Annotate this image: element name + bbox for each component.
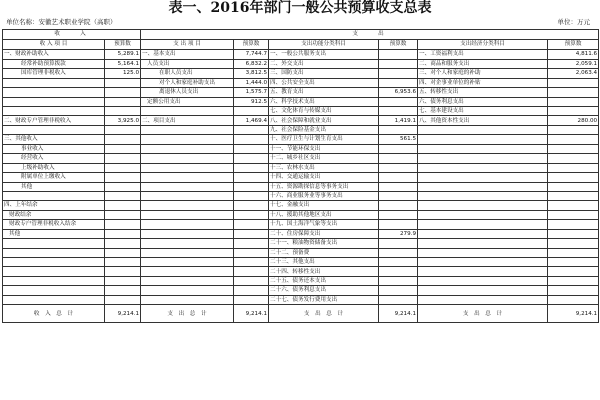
- expense-item-cell: [141, 107, 234, 116]
- table-row: [3, 88, 599, 97]
- economic-item-cell: [418, 295, 548, 304]
- economic-item-cell: [418, 276, 548, 285]
- economic-item-cell: 三、对个人和家庭的补助: [418, 69, 548, 78]
- economic-item-cell: [418, 163, 548, 172]
- expense-amount-cell: [234, 107, 269, 116]
- functional-item-cell: 二、外交支出: [269, 59, 379, 68]
- income-total-label: 收 入 总 计: [3, 305, 105, 323]
- economic-amount-cell: [548, 125, 599, 134]
- economic-item-cell: [418, 210, 548, 219]
- functional-amount-cell: [379, 267, 418, 276]
- functional-item-cell: 十九、国土海洋气象等支出: [269, 220, 379, 229]
- income-item-cell: 经营收入: [3, 154, 105, 163]
- col-expense-amount: 预算数: [234, 39, 269, 50]
- income-amount-cell: 3,925.0: [105, 116, 141, 125]
- economic-amount-cell: [548, 135, 599, 144]
- economic-total-amount: 9,214.1: [548, 305, 599, 323]
- economic-item-cell: [418, 154, 548, 163]
- economic-item-cell: [418, 239, 548, 248]
- expense-item-cell: [141, 210, 234, 219]
- economic-item-cell: [418, 173, 548, 182]
- income-item-cell: 国库管理非税收入: [3, 69, 105, 78]
- expense-amount-cell: [234, 210, 269, 219]
- economic-amount-cell: [548, 182, 599, 191]
- expense-amount-cell: [234, 182, 269, 191]
- income-amount-cell: [105, 173, 141, 182]
- expense-amount-cell: [234, 286, 269, 295]
- expense-item-cell: 人员支出: [141, 59, 234, 68]
- functional-total-label: 支 出 总 计: [269, 305, 379, 323]
- functional-amount-cell: 279.9: [379, 229, 418, 238]
- col-functional-amount: 预算数: [379, 39, 418, 50]
- economic-amount-cell: [548, 229, 599, 238]
- table-row: [3, 154, 599, 163]
- economic-item-cell: [418, 220, 548, 229]
- functional-amount-cell: [379, 191, 418, 200]
- expense-amount-cell: 1,575.7: [234, 88, 269, 97]
- expense-amount-cell: [234, 135, 269, 144]
- table-row: [3, 220, 599, 229]
- income-item-cell: [3, 258, 105, 267]
- income-item-cell: [3, 88, 105, 97]
- income-amount-cell: 125.0: [105, 69, 141, 78]
- economic-amount-cell: [548, 239, 599, 248]
- income-item-cell: 经常补助预算拨款: [3, 59, 105, 68]
- table-row: [3, 135, 599, 144]
- income-item-cell: [3, 239, 105, 248]
- income-item-cell: [3, 191, 105, 200]
- functional-total-amount: 9,214.1: [379, 305, 418, 323]
- functional-item-cell: 五、教育支出: [269, 88, 379, 97]
- functional-amount-cell: [379, 286, 418, 295]
- functional-item-cell: 十七、金融支出: [269, 201, 379, 210]
- income-amount-cell: [105, 258, 141, 267]
- income-amount-cell: [105, 97, 141, 106]
- expense-item-cell: [141, 276, 234, 285]
- economic-amount-cell: 2,063.4: [548, 69, 599, 78]
- income-item-cell: [3, 248, 105, 257]
- income-section-header: 收 入: [3, 30, 141, 40]
- income-item-cell: [3, 97, 105, 106]
- economic-item-cell: [418, 286, 548, 295]
- table-row: [3, 182, 599, 191]
- table-row: [3, 163, 599, 172]
- income-amount-cell: [105, 163, 141, 172]
- functional-item-cell: 十四、交通运输支出: [269, 173, 379, 182]
- expense-item-cell: 对个人和家庭补助支出: [141, 78, 234, 87]
- table-title: 表一、2016年部门一般公共预算收支总表: [168, 0, 432, 16]
- table-row: [3, 295, 599, 304]
- table-row: [3, 78, 599, 87]
- functional-amount-cell: [379, 173, 418, 182]
- functional-item-cell: 十二、城乡社区支出: [269, 154, 379, 163]
- functional-item-cell: 八、社会保障和就业支出: [269, 116, 379, 125]
- functional-amount-cell: 1,419.1: [379, 116, 418, 125]
- totals-row: [3, 305, 599, 323]
- expense-item-cell: [141, 191, 234, 200]
- economic-amount-cell: [548, 258, 599, 267]
- functional-item-cell: 二十二、预备费: [269, 248, 379, 257]
- economic-item-cell: 七、基本建设支出: [418, 107, 548, 116]
- economic-amount-cell: [548, 210, 599, 219]
- col-economic-amount: 预算数: [548, 39, 599, 50]
- economic-amount-cell: 4,811.6: [548, 50, 599, 59]
- income-item-cell: 财政结余: [3, 210, 105, 219]
- table-row: [3, 258, 599, 267]
- expense-item-cell: [141, 295, 234, 304]
- expense-amount-cell: [234, 239, 269, 248]
- expense-amount-cell: 1,444.0: [234, 78, 269, 87]
- economic-item-cell: [418, 135, 548, 144]
- income-amount-cell: [105, 107, 141, 116]
- functional-item-cell: 二十三、其他支出: [269, 258, 379, 267]
- expense-amount-cell: [234, 173, 269, 182]
- table-row: [3, 125, 599, 134]
- functional-amount-cell: [379, 248, 418, 257]
- economic-item-cell: [418, 229, 548, 238]
- income-total-amount: 9,214.1: [105, 305, 141, 323]
- functional-item-cell: 十五、资源勘探信息等事务支出: [269, 182, 379, 191]
- income-item-cell: 财政专户管理非税收入结余: [3, 220, 105, 229]
- functional-item-cell: 十、医疗卫生与计划生育支出: [269, 135, 379, 144]
- functional-item-cell: 九、社会保险基金支出: [269, 125, 379, 134]
- functional-item-cell: 十三、农林水支出: [269, 163, 379, 172]
- income-amount-cell: [105, 201, 141, 210]
- economic-item-cell: 四、对企事业单位的补贴: [418, 78, 548, 87]
- economic-amount-cell: 280.00: [548, 116, 599, 125]
- functional-amount-cell: [379, 210, 418, 219]
- functional-item-cell: 十六、商业服务业等事务支出: [269, 191, 379, 200]
- income-amount-cell: 5,289.1: [105, 50, 141, 59]
- expense-amount-cell: [234, 276, 269, 285]
- economic-item-cell: 二、商品和服务支出: [418, 59, 548, 68]
- economic-amount-cell: [548, 276, 599, 285]
- economic-amount-cell: [548, 163, 599, 172]
- economic-amount-cell: [548, 107, 599, 116]
- economic-item-cell: 六、债务利息支出: [418, 97, 548, 106]
- expense-amount-cell: [234, 229, 269, 238]
- table-row: [3, 248, 599, 257]
- expense-amount-cell: 6,832.2: [234, 59, 269, 68]
- income-item-cell: 附属单位上缴收入: [3, 173, 105, 182]
- functional-amount-cell: [379, 144, 418, 153]
- economic-item-cell: [418, 267, 548, 276]
- expense-item-cell: [141, 267, 234, 276]
- expense-item-cell: [141, 220, 234, 229]
- income-amount-cell: [105, 125, 141, 134]
- expense-item-cell: [141, 125, 234, 134]
- income-amount-cell: [105, 154, 141, 163]
- income-item-cell: [3, 286, 105, 295]
- expense-amount-cell: [234, 154, 269, 163]
- economic-amount-cell: [548, 88, 599, 97]
- economic-amount-cell: [548, 220, 599, 229]
- income-amount-cell: [105, 78, 141, 87]
- table-row: [3, 229, 599, 238]
- table-row: [3, 116, 599, 125]
- economic-amount-cell: [548, 191, 599, 200]
- economic-amount-cell: [548, 173, 599, 182]
- income-item-cell: 一、财政补助收入: [3, 50, 105, 59]
- income-item-cell: 二、财政专户管理非税收入: [3, 116, 105, 125]
- unit-organization: 单位名称：安徽艺术职业学院（高职）: [6, 18, 117, 26]
- income-amount-cell: [105, 210, 141, 219]
- table-row: [3, 210, 599, 219]
- expense-item-cell: 一、基本支出: [141, 50, 234, 59]
- functional-amount-cell: [379, 220, 418, 229]
- functional-amount-cell: [379, 201, 418, 210]
- income-item-cell: [3, 267, 105, 276]
- economic-item-cell: [418, 125, 548, 134]
- economic-amount-cell: [548, 295, 599, 304]
- functional-amount-cell: [379, 50, 418, 59]
- income-amount-cell: [105, 276, 141, 285]
- functional-item-cell: 三、国防支出: [269, 69, 379, 78]
- functional-item-cell: 二十四、转移性支出: [269, 267, 379, 276]
- table-row: [3, 191, 599, 200]
- economic-amount-cell: [548, 97, 599, 106]
- income-item-cell: [3, 276, 105, 285]
- functional-amount-cell: 561.5: [379, 135, 418, 144]
- functional-item-cell: 二十六、债务利息支出: [269, 286, 379, 295]
- income-amount-cell: [105, 144, 141, 153]
- income-item-cell: 事业收入: [3, 144, 105, 153]
- functional-amount-cell: [379, 97, 418, 106]
- table-row: [3, 97, 599, 106]
- expense-amount-cell: [234, 144, 269, 153]
- functional-amount-cell: [379, 69, 418, 78]
- expense-amount-cell: 1,469.4: [234, 116, 269, 125]
- income-amount-cell: [105, 182, 141, 191]
- col-income-amount: 预算数: [105, 39, 141, 50]
- income-item-cell: 其他: [3, 182, 105, 191]
- income-amount-cell: [105, 248, 141, 257]
- unit-currency: 单位：万元: [557, 18, 590, 26]
- economic-amount-cell: [548, 248, 599, 257]
- functional-item-cell: 二十七、债务发行费用支出: [269, 295, 379, 304]
- col-economic-item: 支出经济分类科目: [418, 39, 548, 50]
- income-item-cell: 其他: [3, 229, 105, 238]
- economic-amount-cell: [548, 154, 599, 163]
- table-row: [3, 267, 599, 276]
- expense-amount-cell: [234, 220, 269, 229]
- expense-item-cell: [141, 163, 234, 172]
- functional-amount-cell: [379, 78, 418, 87]
- economic-amount-cell: [548, 201, 599, 210]
- economic-amount-cell: [548, 286, 599, 295]
- expense-item-cell: 二、项目支出: [141, 116, 234, 125]
- functional-amount-cell: [379, 182, 418, 191]
- table-row: [3, 59, 599, 68]
- expense-item-cell: [141, 135, 234, 144]
- economic-item-cell: [418, 248, 548, 257]
- expense-amount-cell: [234, 191, 269, 200]
- income-amount-cell: 5,164.1: [105, 59, 141, 68]
- expense-item-cell: 离退休人员支出: [141, 88, 234, 97]
- economic-amount-cell: [548, 78, 599, 87]
- expense-item-cell: [141, 201, 234, 210]
- income-amount-cell: [105, 191, 141, 200]
- economic-amount-cell: [548, 267, 599, 276]
- economic-item-cell: [418, 201, 548, 210]
- functional-item-cell: 十一、节能环保支出: [269, 144, 379, 153]
- expense-amount-cell: [234, 258, 269, 267]
- functional-item-cell: 四、公共安全支出: [269, 78, 379, 87]
- table-row: [3, 201, 599, 210]
- budget-summary-table: [2, 29, 599, 323]
- table-row: [3, 69, 599, 78]
- functional-amount-cell: [379, 239, 418, 248]
- functional-amount-cell: [379, 125, 418, 134]
- functional-item-cell: 二十一、粮油物资储备支出: [269, 239, 379, 248]
- table-row: [3, 173, 599, 182]
- economic-item-cell: 八、其他资本性支出: [418, 116, 548, 125]
- expense-amount-cell: 3,812.5: [234, 69, 269, 78]
- expense-total-amount: 9,214.1: [234, 305, 269, 323]
- expense-total-label: 支 出 总 计: [141, 305, 234, 323]
- expense-amount-cell: [234, 125, 269, 134]
- economic-item-cell: 一、工资福利支出: [418, 50, 548, 59]
- economic-item-cell: [418, 258, 548, 267]
- income-amount-cell: [105, 286, 141, 295]
- income-item-cell: 三、其他收入: [3, 135, 105, 144]
- table-row: [3, 107, 599, 116]
- expense-item-cell: [141, 229, 234, 238]
- expense-item-cell: [141, 239, 234, 248]
- expense-section-header: 支 出: [141, 30, 599, 40]
- functional-amount-cell: [379, 154, 418, 163]
- functional-amount-cell: [379, 276, 418, 285]
- income-amount-cell: [105, 295, 141, 304]
- table-row: [3, 144, 599, 153]
- income-item-cell: 四、上年结余: [3, 201, 105, 210]
- table-row: [3, 50, 599, 59]
- income-item-cell: [3, 295, 105, 304]
- functional-amount-cell: [379, 59, 418, 68]
- table-row: [3, 276, 599, 285]
- functional-amount-cell: 6,953.6: [379, 88, 418, 97]
- economic-item-cell: [418, 144, 548, 153]
- functional-amount-cell: [379, 163, 418, 172]
- income-amount-cell: [105, 239, 141, 248]
- expense-item-cell: [141, 173, 234, 182]
- functional-item-cell: 二十、住房保障支出: [269, 229, 379, 238]
- expense-item-cell: [141, 144, 234, 153]
- functional-item-cell: 一、一般公共服务支出: [269, 50, 379, 59]
- expense-item-cell: [141, 258, 234, 267]
- income-item-cell: 上级补助收入: [3, 163, 105, 172]
- economic-item-cell: 五、转移性支出: [418, 88, 548, 97]
- functional-item-cell: 六、科学技术支出: [269, 97, 379, 106]
- expense-item-cell: [141, 154, 234, 163]
- functional-item-cell: 七、文化体育与传媒支出: [269, 107, 379, 116]
- functional-amount-cell: [379, 258, 418, 267]
- expense-amount-cell: 912.5: [234, 97, 269, 106]
- col-income-item: 收 入 项 目: [3, 39, 105, 50]
- functional-item-cell: 二十五、债务还本支出: [269, 276, 379, 285]
- income-amount-cell: [105, 135, 141, 144]
- col-expense-item: 支 出 项 目: [141, 39, 234, 50]
- functional-amount-cell: [379, 295, 418, 304]
- economic-item-cell: [418, 191, 548, 200]
- expense-item-cell: [141, 182, 234, 191]
- expense-amount-cell: [234, 267, 269, 276]
- expense-item-cell: 定额公用支出: [141, 97, 234, 106]
- expense-amount-cell: [234, 248, 269, 257]
- table-row: [3, 286, 599, 295]
- economic-amount-cell: 2,059.1: [548, 59, 599, 68]
- income-item-cell: [3, 125, 105, 134]
- expense-amount-cell: [234, 163, 269, 172]
- expense-item-cell: [141, 286, 234, 295]
- expense-amount-cell: [234, 201, 269, 210]
- economic-total-label: 支 出 总 计: [418, 305, 548, 323]
- income-item-cell: [3, 107, 105, 116]
- functional-item-cell: 十八、援助其他地区支出: [269, 210, 379, 219]
- income-amount-cell: [105, 220, 141, 229]
- expense-item-cell: [141, 248, 234, 257]
- economic-amount-cell: [548, 144, 599, 153]
- income-amount-cell: [105, 88, 141, 97]
- income-amount-cell: [105, 229, 141, 238]
- table-row: [3, 239, 599, 248]
- economic-item-cell: [418, 182, 548, 191]
- functional-amount-cell: [379, 107, 418, 116]
- income-item-cell: [3, 78, 105, 87]
- expense-amount-cell: [234, 295, 269, 304]
- col-functional-item: 支出功能分类科目: [269, 39, 379, 50]
- expense-amount-cell: 7,744.7: [234, 50, 269, 59]
- expense-item-cell: 在职人员支出: [141, 69, 234, 78]
- income-amount-cell: [105, 267, 141, 276]
